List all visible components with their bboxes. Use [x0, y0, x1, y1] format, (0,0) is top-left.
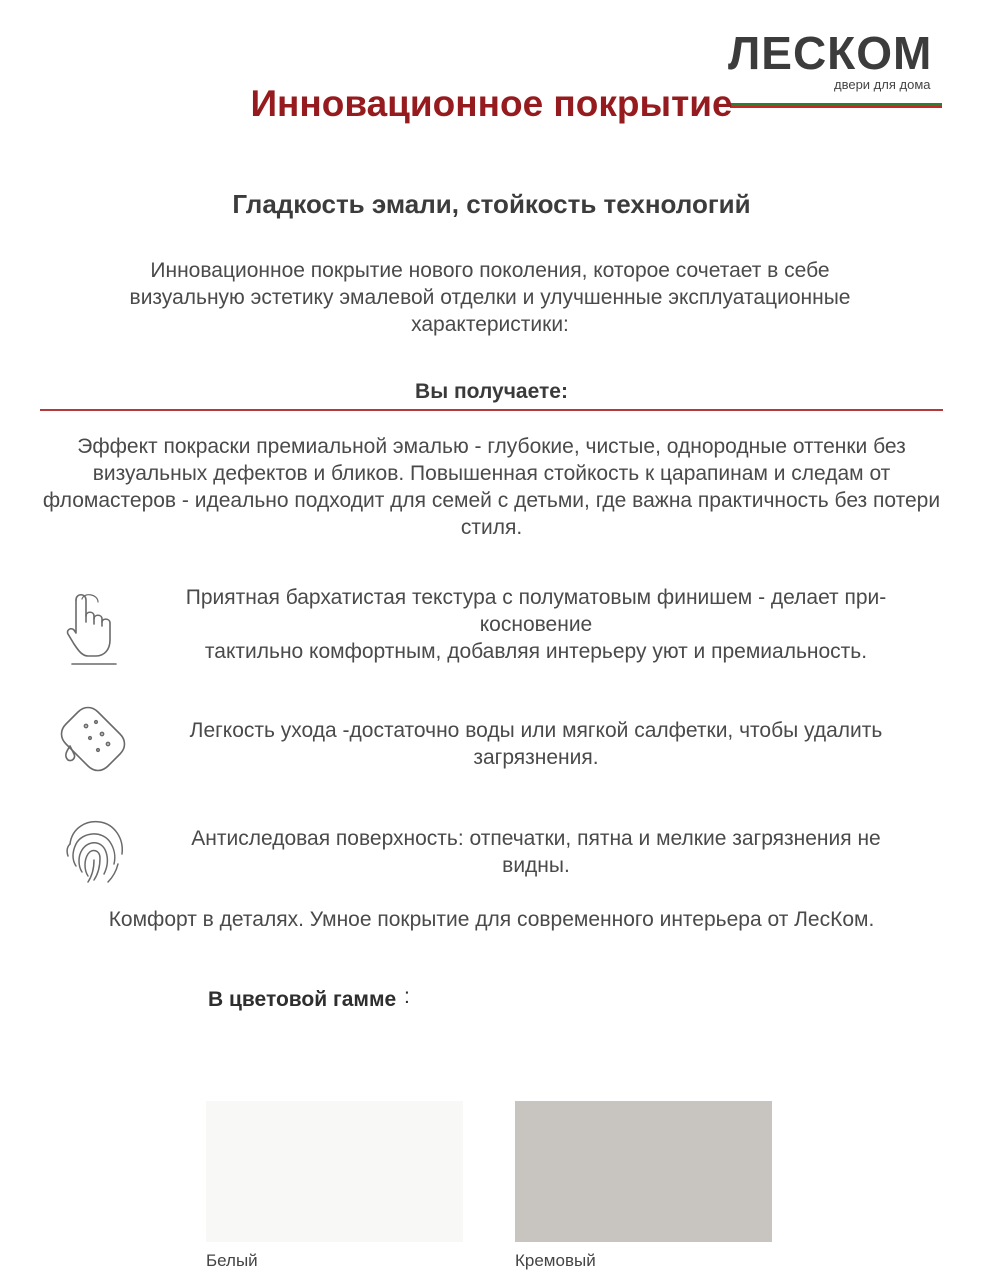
feature-text-1 — [150, 584, 922, 665]
swatch-white-label: Белый — [206, 1251, 258, 1270]
benefits-heading: Вы получаете: — [415, 380, 568, 403]
swatch-cream — [515, 1101, 772, 1242]
feature-3-line-2: видны. — [502, 854, 570, 877]
swatch-white — [206, 1101, 463, 1242]
feature-2-line-2: загрязнения. — [473, 746, 599, 769]
feature-2-line-1: Легкость ухода -достаточно воды или мягкой салфетки, чтобы удалить — [189, 719, 883, 742]
comfort-tagline: Комфорт в деталях. Умное покрытие для современного интерьера от ЛесКом. — [108, 908, 875, 931]
intro-paragraph: Инновационное покрытие нового поколения, которое сочетает в себе визуальную эстетику эмалевой отделки и улучшенные эксплуатационные характеристики: — [129, 259, 851, 336]
fingerprint-icon — [58, 814, 128, 890]
feature-3-line-1: Антиследовая поверхность: отпечатки, пятна и мелкие загрязнения не — [191, 827, 881, 850]
page-subtitle: Гладкость эмали, стойкость технологий — [232, 189, 751, 219]
effect-paragraph: Эффект покраски премиальной эмалью - глубокие, чистые, однородные оттенки без визуальных дефектов и бликов. Повышенная стойкость к царапинам и следам от фломастеров - идеально подходит для семей с детьми, где важна практичность без потери стиля. — [42, 435, 941, 539]
feature-1-line-3: тактильно комфортным, добавляя интерьеру уют и премиальность. — [204, 640, 868, 663]
page-title: Инновационное покрытие — [250, 83, 733, 124]
swatch-cream-label: Кремовый — [515, 1251, 596, 1270]
feature-1-line-2: косновение — [479, 613, 593, 636]
touch-hand-icon — [58, 588, 128, 664]
feature-text-3 — [150, 825, 922, 879]
feature-text-2 — [150, 717, 922, 771]
cleaning-sponge-icon — [56, 700, 126, 776]
palette-heading-colon: : — [404, 985, 410, 1008]
logo-name: ЛЕСКОМ — [728, 27, 933, 79]
feature-1-line-1: Приятная бархатистая текстура с полуматовым финишем - делает при- — [185, 586, 887, 609]
palette-heading-text: В цветовой гамме — [208, 988, 397, 1011]
logo-tagline: двери для дома — [834, 77, 931, 92]
palette-heading — [208, 986, 408, 1014]
section-divider — [40, 409, 943, 411]
